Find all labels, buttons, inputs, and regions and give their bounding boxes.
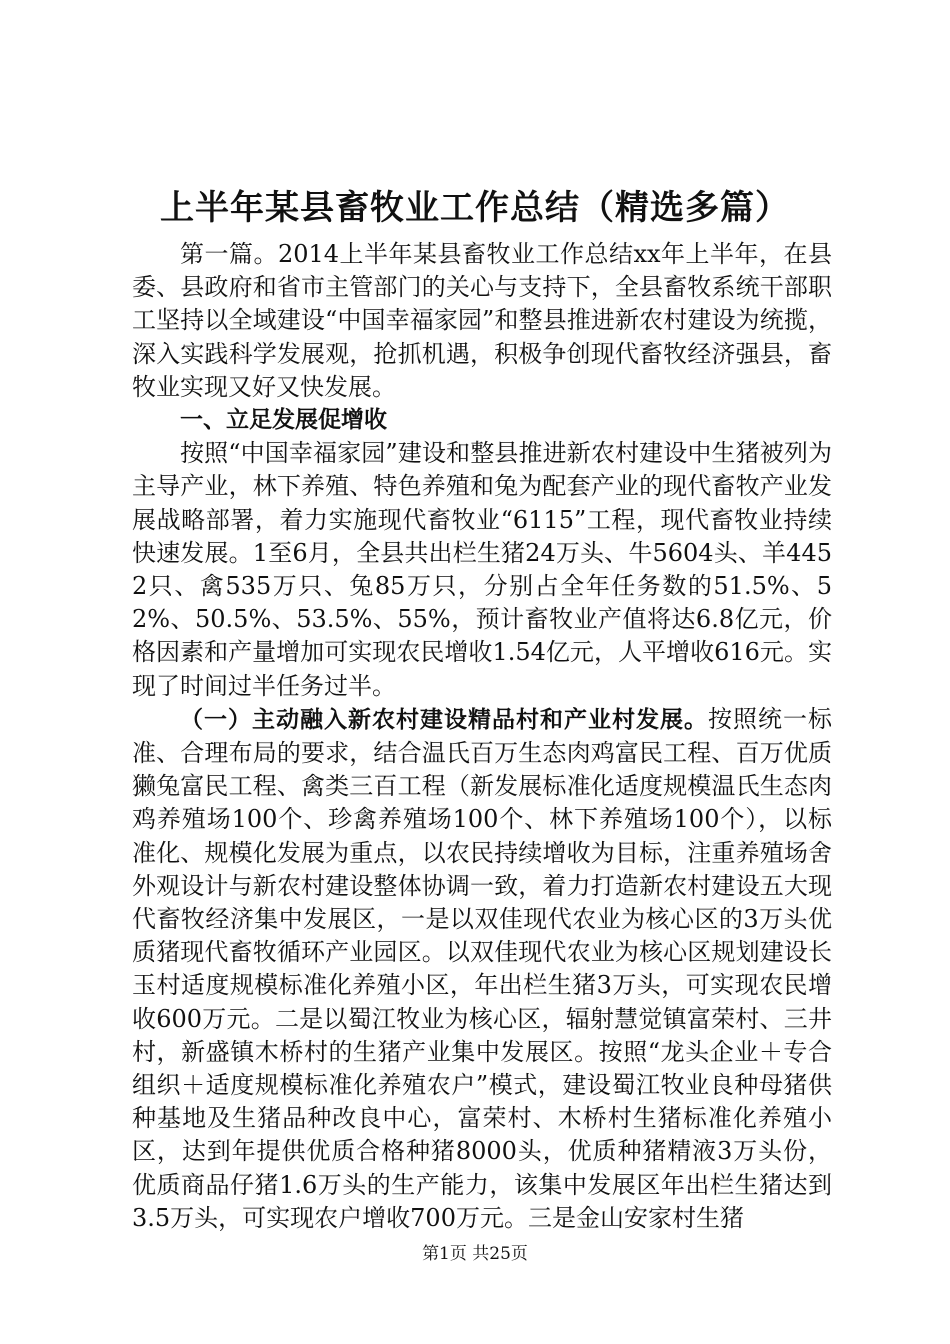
subsection-lead: （一）主动融入新农村建设精品村和产业村发展。 (180, 706, 708, 733)
section-heading: 一、立足发展促增收 (180, 407, 387, 434)
paragraph-subsection-1 (132, 703, 832, 1235)
document-body (132, 238, 832, 1235)
paragraph-overview: 按照“中国幸福家园”建设和整县推进新农村建设中生猪被列为主导产业，林下养殖、特色养殖和兔为配套产业的现代畜牧产业发展战略部署，着力实施现代畜牧业“6115”工程，现代畜牧业持续快速发展。1至6月，全县共出栏生猪24万头、牛5604头、羊4452只、禽535万只、兔85万只，分别占全年任务数的51.5%、52%、50.5%、53.5%、55%，预计畜牧业产值将达6.8亿元，价格因素和产量增加可实现农民增收1.54亿元，人平增收616元。实现了时间过半任务过半。 (132, 439, 832, 700)
document-title: 上半年某县畜牧业工作总结（精选多篇） (160, 188, 790, 228)
paragraph-intro: 第一篇。2014上半年某县畜牧业工作总结xx年上半年，在县委、县政府和省市主管部门的关心与支持下，全县畜牧系统干部职工坚持以全域建设“中国幸福家园”和整县推进新农村建设为统揽，深入实践科学发展观，抢抓机遇，积极争创现代畜牧经济强县，畜牧业实现又好又快发展。 (132, 240, 832, 401)
page-footer: 第1页 共25页 (422, 1244, 528, 1264)
subsection-body: 按照统一标准、合理布局的要求，结合温氏百万生态肉鸡富民工程、百万优质獭兔富民工程、禽类三百工程（新发展标准化适度规模温氏生态肉鸡养殖场100个、珍禽养殖场100个、林下养殖场100个），以标准化、规模化发展为重点，以农民持续增收为目标，注重养殖场舍外观设计与新农村建设整体协调一致，着力打造新农村建设五大现代畜牧经济集中发展区，一是以双佳现代农业为核心区的3万头优质猪现代畜牧循环产业园区。以双佳现代农业为核心区规划建设长玉村适度规模标准化养殖小区，年出栏生猪3万头，可实现农民增收600万元。二是以蜀江牧业为核心区，辐射慧觉镇富荣村、三井村，新盛镇木桥村的生猪产业集中发展区。按照“龙头企业＋专合组织＋适度规模标准化养殖农户”模式，建设蜀江牧业良种母猪供种基地及生猪品种改良中心，富荣村、木桥村生猪标准化养殖小区，达到年提供优质合格种猪8000头，优质种猪精液3万头份，优质商品仔猪1.6万头的生产能力，该集中发展区年出栏生猪达到3.5万头，可实现农户增收700万元。三是金山安家村生猪 (132, 704, 832, 1232)
